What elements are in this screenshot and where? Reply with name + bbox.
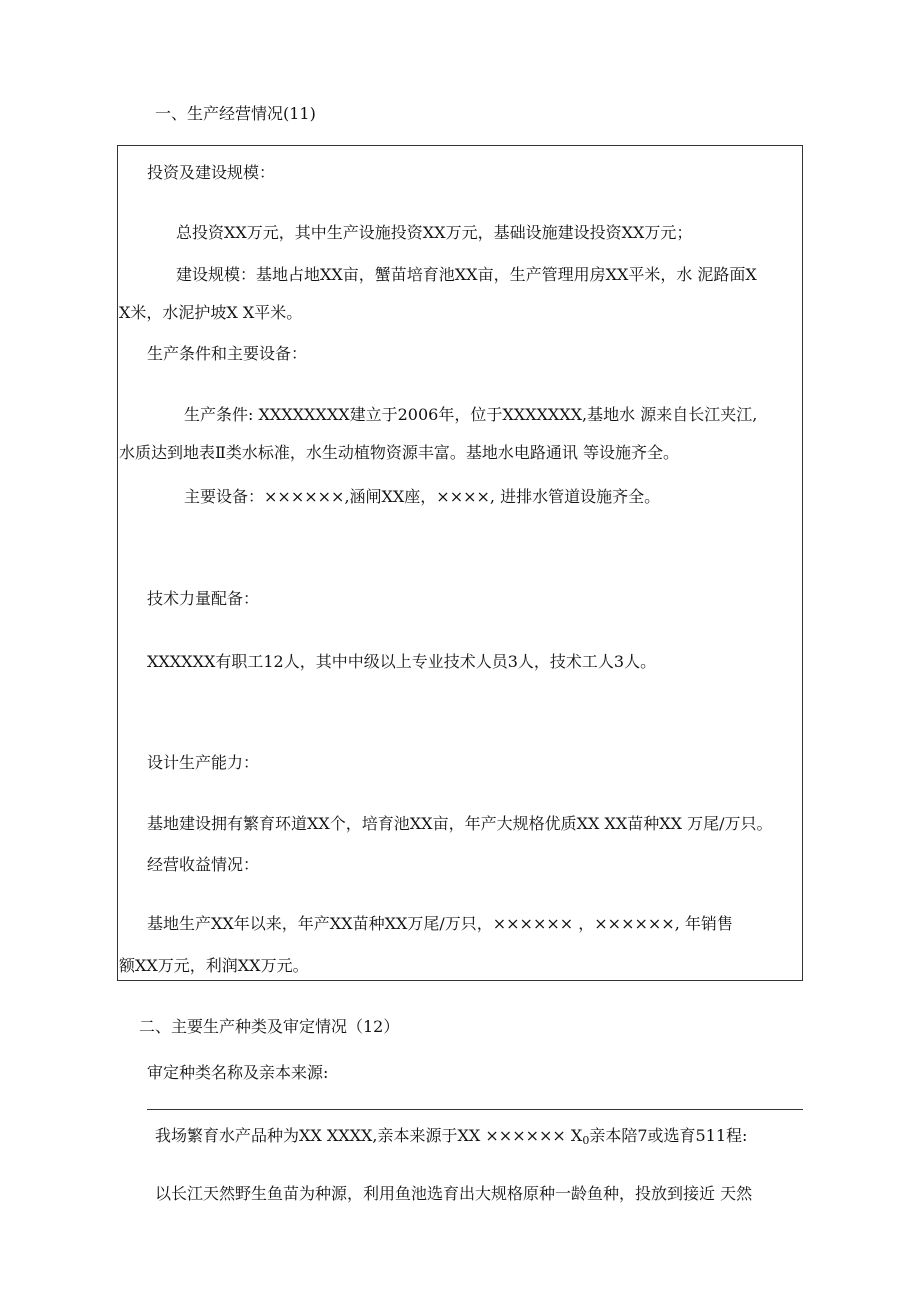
conditions-line-2: 水质达到地表Ⅱ类水标准，水生动植物资源丰富。基地水电路通讯 等设施齐全。 [119,443,679,462]
equipment-line: 主要设备：××××××,涵闸XX座，××××, 进排水管道设施齐全。 [184,487,661,506]
invest-title: 投资及建设规模： [147,163,276,182]
tech-line: XXXXXX有职工12人，其中中级以上专业技术人员3人，技术工人3人。 [147,652,657,671]
conditions-line-1: 生产条件: XXXXXXXX建立于2006年，位于XXXXXXX,基地水 源来自长江夹江, [184,405,758,424]
revenue-title: 经营收益情况： [147,855,260,874]
divider-line [147,1109,803,1110]
tech-title: 技术力量配备： [147,589,260,608]
scale-line-2: X米，水泥护坡X X平米。 [119,303,303,322]
revenue-line-1: 基地生产XX年以来，年产XX苗种XX万尾/万只，×××××× ，××××××, 年销售 [147,914,733,933]
scale-line-1: 建设规模：基地占地XX亩，蟹苗培育池XX亩，生产管理用房XX平米，水 泥路面X [176,265,757,284]
capacity-title: 设计生产能力： [147,753,260,772]
invest-total: 总投资XX万元，其中生产设施投资XX万元，基础设施建设投资XX万元； [176,223,693,242]
capacity-line: 基地建设拥有繁育环道XX个，培育池XX亩，年产大规格优质XX XX苗种XX 万尾/万只。 [147,814,773,833]
species-line-1-subscript: 0 [582,1134,590,1147]
revenue-line-2: 额XX万元，利润XX万元。 [119,956,309,975]
species-title: 审定种类名称及亲本来源: [147,1063,329,1082]
species-line-2: 以长江天然野生鱼苗为种源，利用鱼池选育出大规格原种一龄鱼种，投放到接近 天然 [155,1184,753,1203]
species-line-1-tail: 亲本陪7或选育511程: [589,1126,748,1145]
species-line-1-main: 我场繁育水产品种为XX XXXX,亲本来源于XX ×××××× X [155,1126,583,1145]
conditions-title: 生产条件和主要设备： [147,344,308,363]
species-line-1 [155,1125,747,1152]
section1-heading: 一、生产经营情况(11) [155,104,316,123]
section2-heading: 二、主要生产种类及审定情况（12） [139,1017,400,1036]
